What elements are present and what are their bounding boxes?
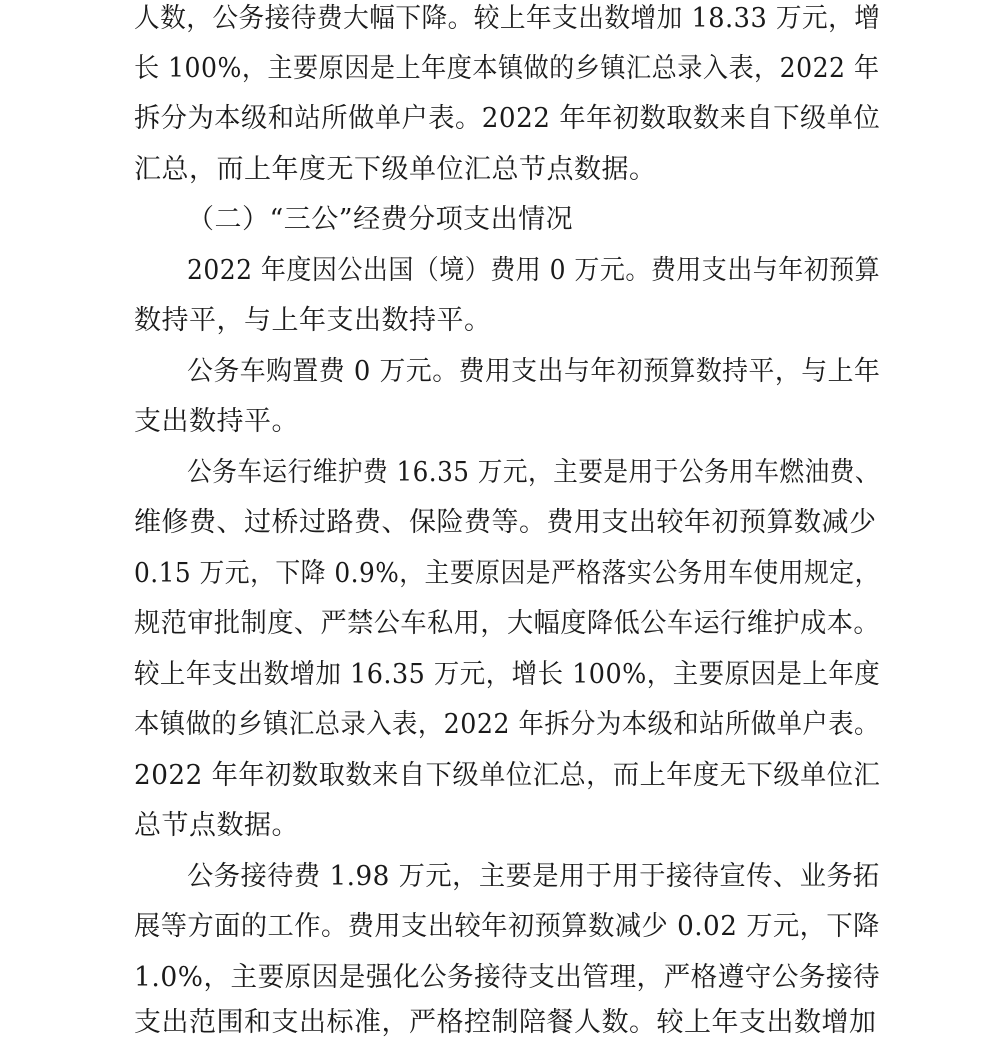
text-line: 1.0%，主要原因是强化公务接待支出管理，严格遵守公务接待 <box>134 962 881 993</box>
text-line: 维修费、过桥过路费、保险费等。费用支出较年初预算数减少 <box>134 507 877 538</box>
text-line: 0.15 万元，下降 0.9%，主要原因是严格落实公务用车使用规定， <box>134 558 880 589</box>
text-line: 公务接待费 1.98 万元，主要是用于用于接待宣传、业务拓 <box>187 861 880 892</box>
text-line: 较上年支出数增加 16.35 万元，增长 100%，主要原因是上年度 <box>134 659 881 690</box>
text-line: 展等方面的工作。费用支出较年初预算数减少 0.02 万元，下降 <box>134 911 880 942</box>
text-line: 数持平，与上年支出数持平。 <box>134 305 492 336</box>
text-line: 总节点数据。 <box>134 810 299 841</box>
text-line: 规范审批制度、严禁公车私用，大幅度降低公车运行维护成本。 <box>134 608 880 639</box>
text-line: 长 100%，主要原因是上年度本镇做的乡镇汇总录入表，2022 年 <box>134 53 880 84</box>
text-line: 公务车购置费 0 万元。费用支出与年初预算数持平，与上年 <box>187 356 881 387</box>
text-line: 本镇做的乡镇汇总录入表，2022 年拆分为本级和站所做单户表。 <box>134 709 880 740</box>
text-line: 2022 年度因公出国（境）费用 0 万元。费用支出与年初预算 <box>187 255 881 286</box>
text-line: 支出数持平。 <box>134 406 299 437</box>
text-line: 支出范围和支出标准，严格控制陪餐人数。较上年支出数增加 <box>134 1007 877 1038</box>
text-line: 人数，公务接待费大幅下降。较上年支出数增加 18.33 万元，增 <box>134 3 881 34</box>
text-line: 2022 年年初数取数来自下级单位汇总，而上年度无下级单位汇 <box>134 760 881 791</box>
text-line: 公务车运行维护费 16.35 万元，主要是用于公务用车燃油费、 <box>187 457 880 488</box>
section-heading: （二）“三公”经费分项支出情况 <box>187 204 574 235</box>
text-line: 拆分为本级和站所做单户表。2022 年年初数取数来自下级单位 <box>134 103 881 134</box>
text-line: 汇总，而上年度无下级单位汇总节点数据。 <box>134 154 657 185</box>
